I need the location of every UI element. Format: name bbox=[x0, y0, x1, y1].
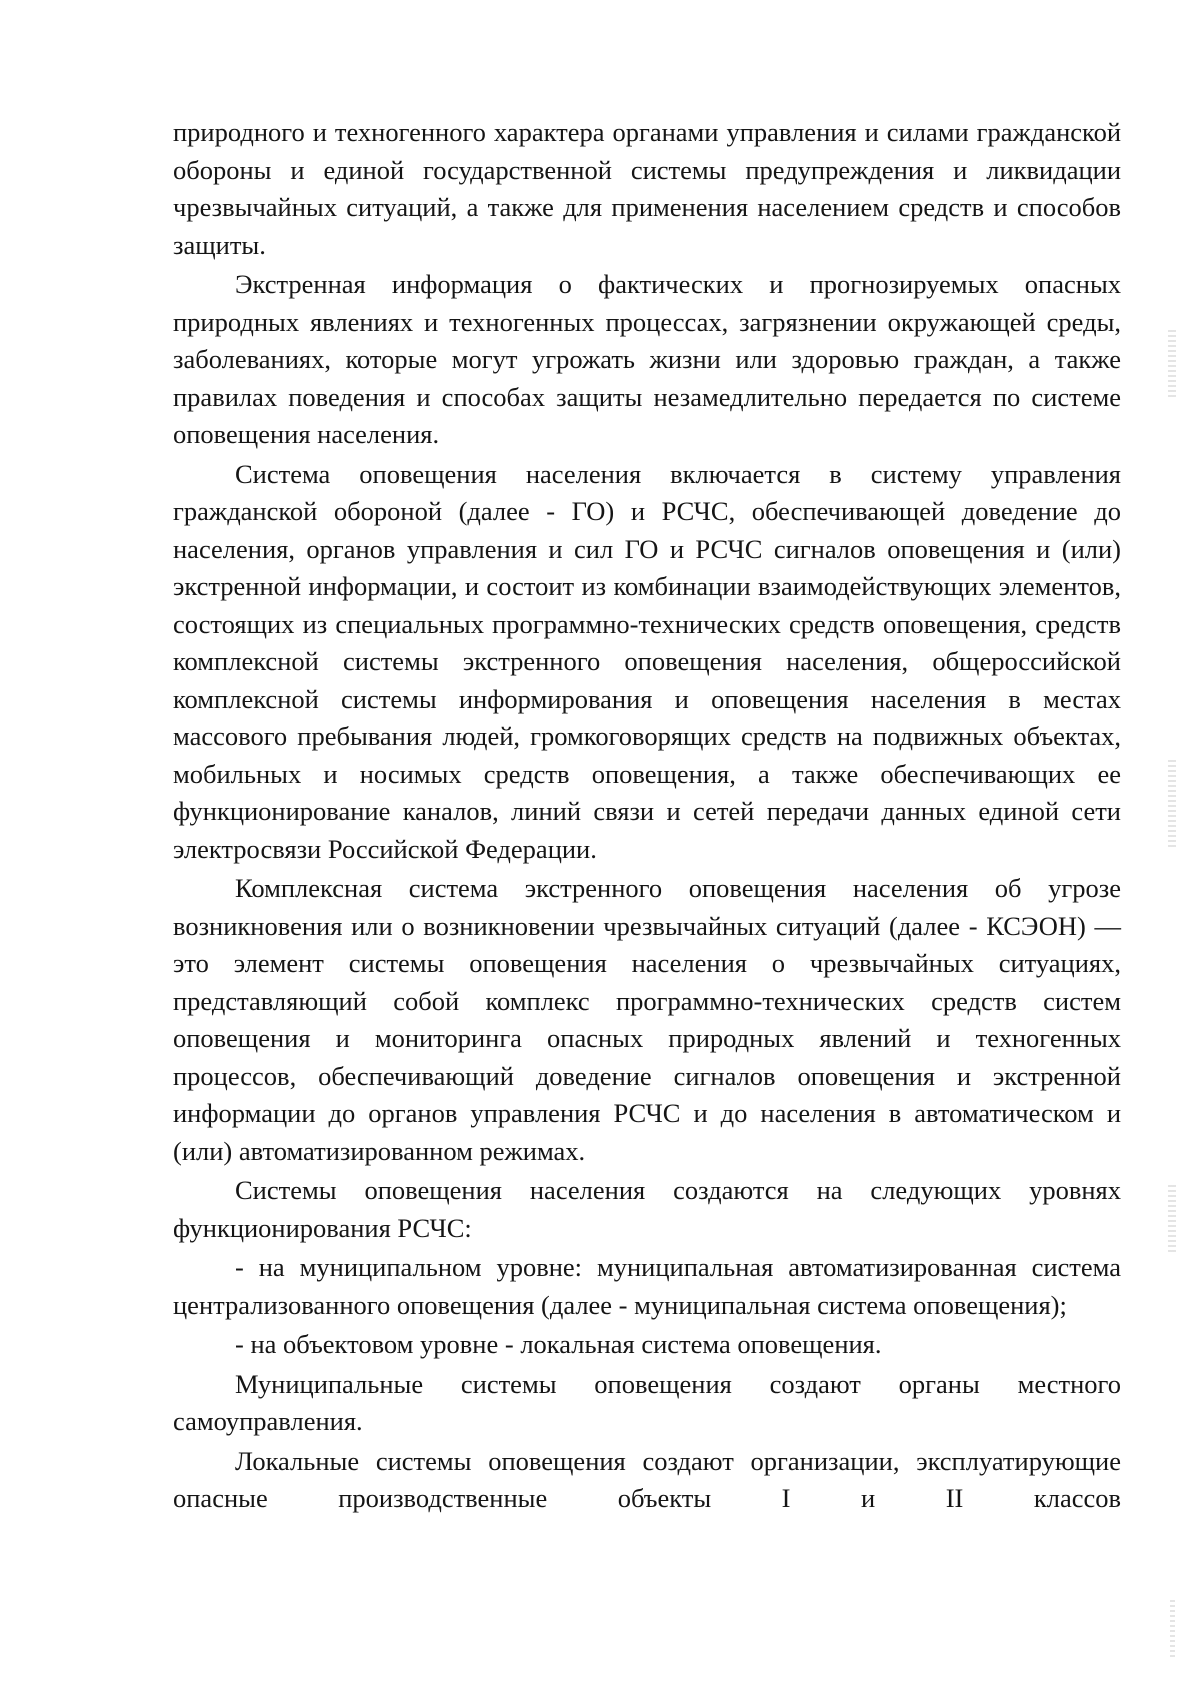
paragraph-system-levels: Системы оповещения населения создаются на следующих уровнях функционирования РСЧС: bbox=[173, 1175, 1121, 1243]
paragraph-continuation: природного и техногенного характера органами управления и силами гражданской обороны и единой государственной системы предупреждения и ликвидации чрезвычайных ситуаций, а также для применения населением средств и способов защиты. bbox=[173, 117, 1121, 260]
scan-noise-mark bbox=[1168, 760, 1176, 850]
list-item-object-level: - на объектовом уровне - локальная система оповещения. bbox=[235, 1329, 882, 1359]
paragraph-local-systems: Локальные системы оповещения создают организации, эксплуатирующие опасные производственные объекты I и II классов bbox=[173, 1445, 1121, 1513]
scan-noise-mark bbox=[1170, 1600, 1175, 1660]
paragraph-emergency-information: Экстренная информация о фактических и прогнозируемых опасных природных явлениях и техногенных процессах, загрязнении окружающей среды, заболеваниях, которые могут угрожать жизни или здоровью граждан, а также правилах поведения и способах защиты незамедлительно передается по системе оповещения населения. bbox=[173, 269, 1121, 449]
paragraph-municipal-systems: Муниципальные системы оповещения создают органы местного самоуправления. bbox=[173, 1368, 1121, 1436]
paragraph-warning-system: Система оповещения населения включается в систему управления гражданской обороной (далее - ГО) и РСЧС, обеспечивающей доведение до населения, органов управления и сил ГО и РСЧС сигналов оповещения и (или) экстренной информации, и состоит из комбинации взаимодействующих элементов, состоящих из специальных программно-технических средств оповещения, средств комплексной системы экстренного оповещения населения, общероссийской комплексной системы информирования и оповещения населения в местах массового пребывания людей, громкоговорящих средств на подвижных объектах, мобильных и носимых средств оповещения, а также обеспечивающих ее функционирование каналов, линий связи и сетей передачи данных единой сети электросвязи Российской Федерации. bbox=[173, 458, 1121, 864]
list-item-municipal-level: - на муниципальном уровне: муниципальная автоматизированная система централизованного оповещения (далее - муниципальная система оповещения); bbox=[173, 1252, 1121, 1320]
scan-noise-mark bbox=[1168, 330, 1176, 400]
paragraph-kseon: Комплексная система экстренного оповещения населения об угрозе возникновения или о возникновении чрезвычайных ситуаций (далее - КСЭОН) — это элемент системы оповещения населения о чрезвычайных ситуациях, представляющий собой комплекс программно-технических средств систем оповещения и мониторинга опасных природных явлений и техногенных процессов, обеспечивающий доведение сигналов оповещения и экстренной информации до органов управления РСЧС и до населения в автоматическом и (или) автоматизированном режимах. bbox=[173, 873, 1121, 1166]
document-body bbox=[173, 114, 1121, 1520]
scan-noise-mark bbox=[1168, 1185, 1176, 1255]
